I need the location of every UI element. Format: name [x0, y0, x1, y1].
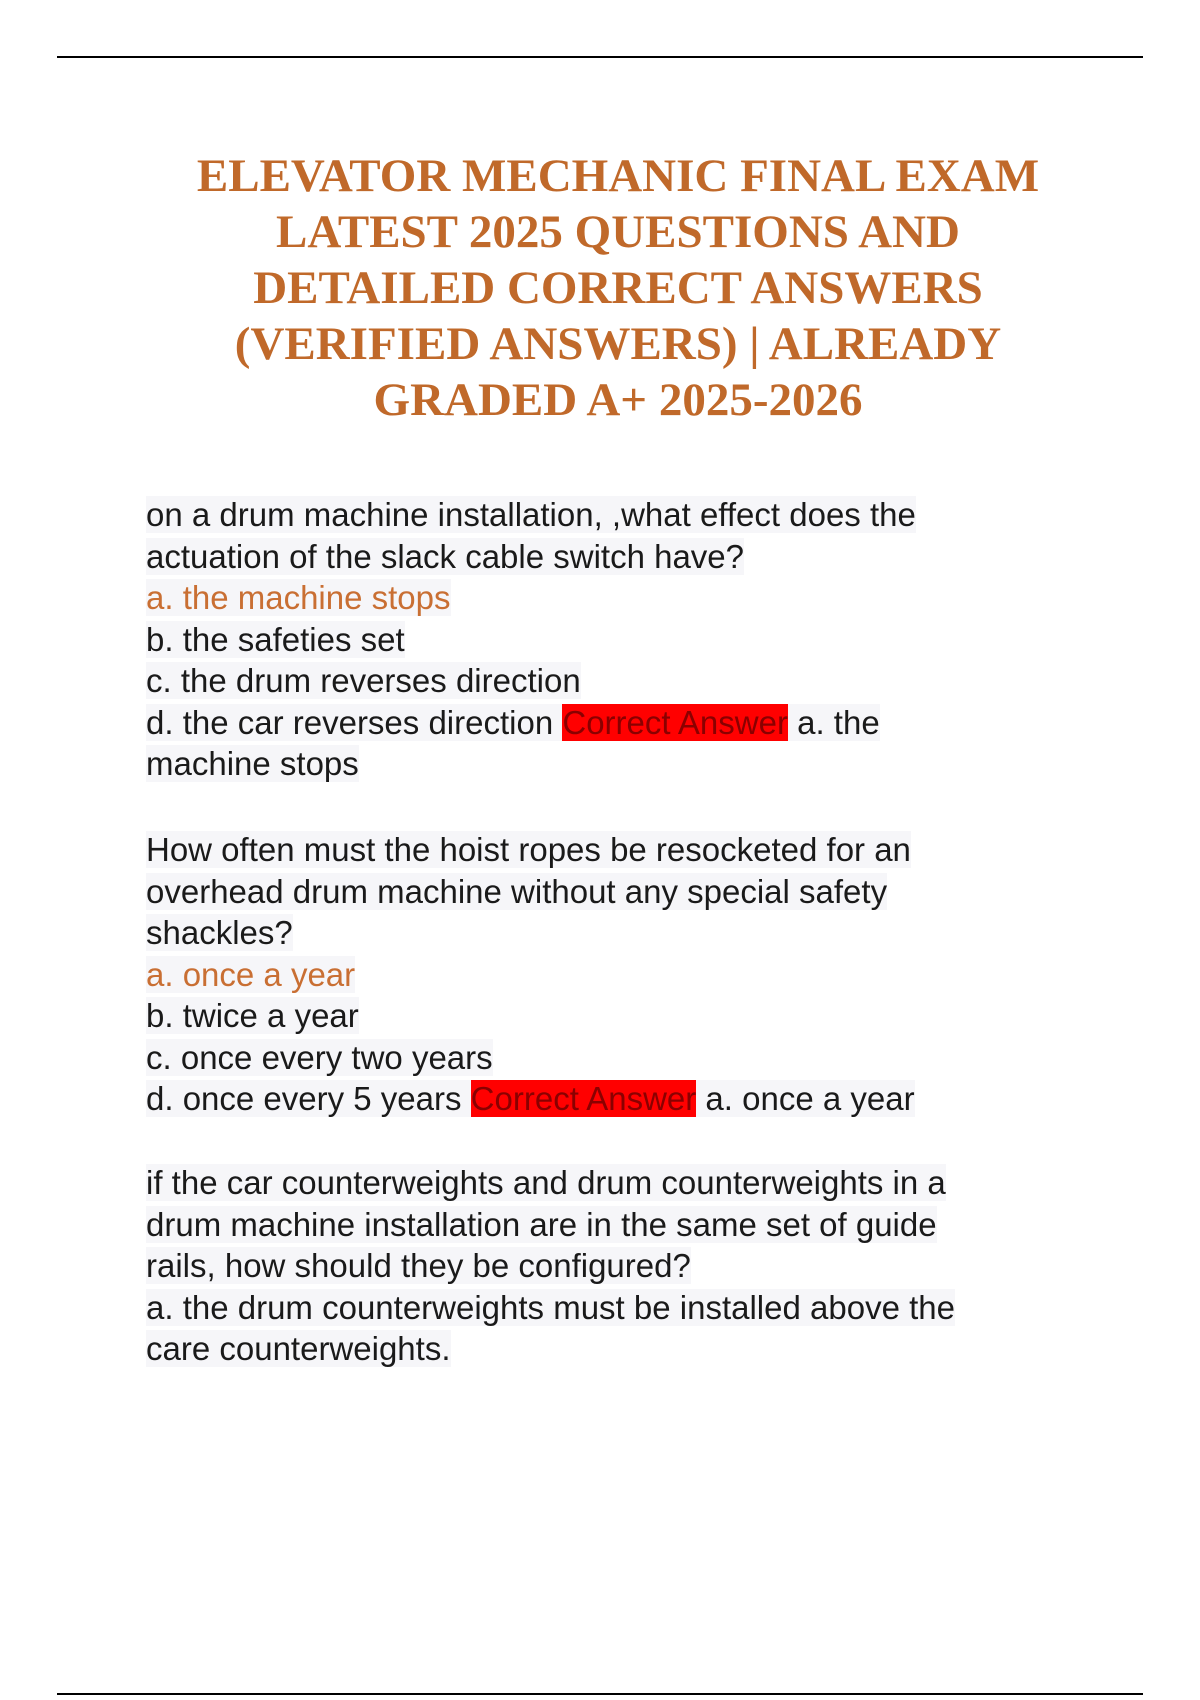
- question-text-line: overhead drum machine without any special safety: [146, 872, 888, 910]
- question-text-line: actuation of the slack cable switch have?: [146, 537, 745, 575]
- option-d-with-answer: [146, 1078, 1066, 1120]
- correct-answer-tag: Correct Answer: [470, 1080, 697, 1117]
- title-line: LATEST 2025 QUESTIONS AND: [276, 206, 960, 258]
- question-block-3: [146, 1162, 1066, 1370]
- answer-continued: machine stops: [146, 745, 359, 782]
- bottom-rule: [57, 1693, 1143, 1695]
- answer-text: a. the: [797, 703, 880, 741]
- question-text-line: if the car counterweights and drum counterweights in a: [146, 1164, 946, 1201]
- option-d: d. the car reverses direction: [146, 703, 554, 741]
- title-line: (VERIFIED ANSWERS) | ALREADY: [234, 318, 1002, 370]
- top-rule: [57, 56, 1143, 58]
- question-text-line: drum machine installation are in the same set of guide: [146, 1205, 937, 1243]
- question-text-line: shackles?: [146, 914, 293, 951]
- question-block-1: [146, 494, 1066, 785]
- option-c: c. once every two years: [146, 1038, 493, 1076]
- question-block-2: [146, 829, 1066, 1120]
- option-d-with-answer: [146, 702, 1066, 744]
- option-d: d. once every 5 years: [146, 1080, 462, 1117]
- option-b: b. twice a year: [146, 997, 359, 1034]
- title-line: ELEVATOR MECHANIC FINAL EXAM: [196, 150, 1040, 202]
- option-b: b. the safeties set: [146, 620, 405, 658]
- question-text-line: on a drum machine installation, ,what effect does the: [146, 496, 916, 533]
- option-a: a. once a year: [146, 955, 356, 993]
- question-text-line: rails, how should they be configured?: [146, 1247, 691, 1284]
- title-line: GRADED A+ 2025-2026: [373, 374, 863, 426]
- answer-text: a. once a year: [705, 1080, 915, 1117]
- question-text-line: How often must the hoist ropes be resocketed for an: [146, 831, 911, 868]
- title-line: DETAILED CORRECT ANSWERS: [253, 262, 983, 314]
- correct-answer-tag: Correct Answer: [562, 703, 788, 741]
- option-a-continued: care counterweights.: [146, 1330, 451, 1367]
- document-title: [130, 148, 1106, 428]
- option-a: a. the drum counterweights must be installed above the: [146, 1288, 955, 1326]
- option-a: a. the machine stops: [146, 579, 451, 616]
- option-c: c. the drum reverses direction: [146, 662, 581, 699]
